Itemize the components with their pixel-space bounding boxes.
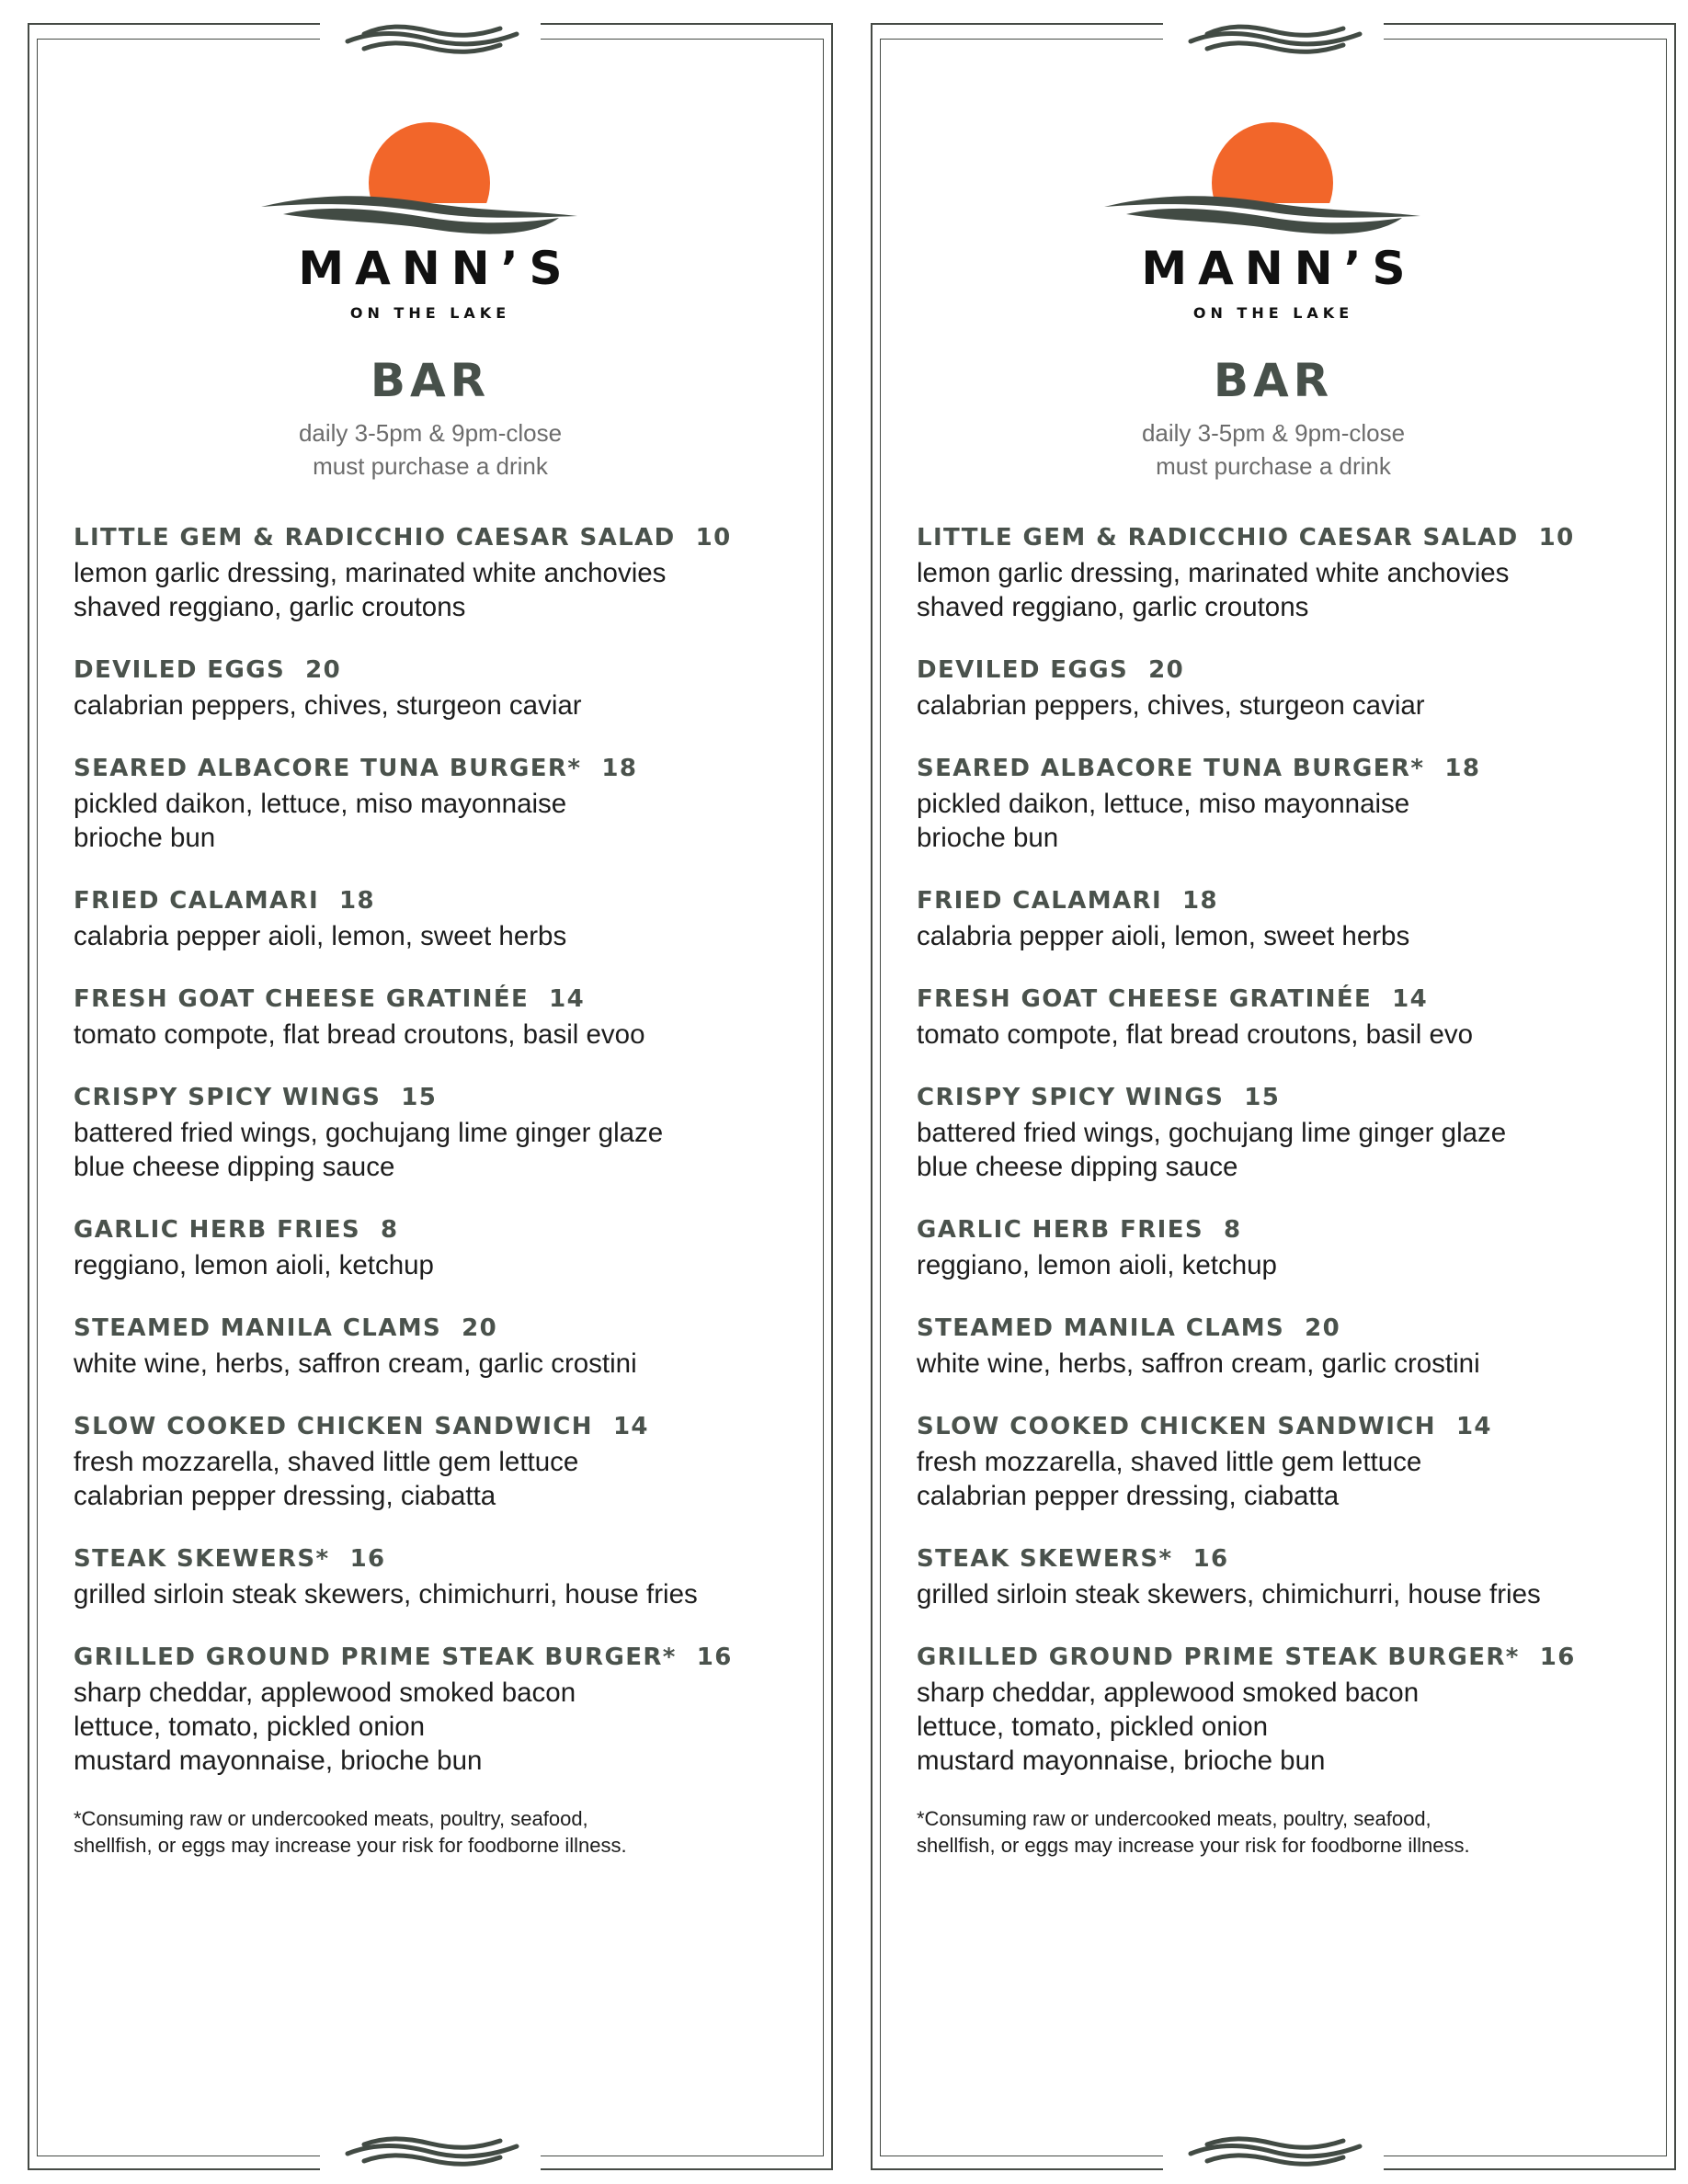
menu-item bbox=[74, 1541, 809, 1611]
item-price: 15 bbox=[1244, 1084, 1281, 1111]
item-price: 18 bbox=[1182, 887, 1219, 915]
item-name: DEVILED EGGS bbox=[917, 656, 1129, 684]
item-description: lettuce, tomato, pickled onion bbox=[74, 1712, 426, 1742]
item-price: 18 bbox=[1444, 755, 1481, 782]
item-title-row bbox=[917, 1639, 1652, 1676]
item-name: GRILLED GROUND PRIME STEAK BURGER* bbox=[74, 1644, 677, 1671]
item-title-row bbox=[74, 1639, 809, 1676]
item-title-row bbox=[74, 519, 809, 556]
menu-item bbox=[917, 750, 1652, 855]
menu-item bbox=[917, 981, 1652, 1052]
item-price: 15 bbox=[401, 1084, 438, 1111]
menu-hours bbox=[871, 416, 1676, 483]
footnote-line: *Consuming raw or undercooked meats, poultry, seafood, bbox=[917, 1807, 1431, 1830]
menu-item bbox=[74, 652, 809, 722]
item-price: 8 bbox=[1224, 1216, 1242, 1244]
item-title-row bbox=[917, 1079, 1652, 1116]
menu-panel-left bbox=[28, 23, 833, 2170]
item-title-row bbox=[74, 1541, 809, 1577]
brand-name: MANN’S bbox=[298, 242, 574, 295]
item-title-row bbox=[917, 519, 1652, 556]
item-name: STEAK SKEWERS* bbox=[74, 1545, 330, 1573]
item-price: 16 bbox=[1192, 1545, 1229, 1573]
wave-ornament-icon bbox=[1163, 19, 1384, 60]
item-description: shaved reggiano, garlic croutons bbox=[917, 592, 1309, 622]
item-description: lemon garlic dressing, marinated white anchovies bbox=[917, 558, 1510, 588]
item-description: calabrian pepper dressing, ciabatta bbox=[917, 1481, 1340, 1511]
brand-name: MANN’S bbox=[1141, 242, 1417, 295]
item-description: calabrian pepper dressing, ciabatta bbox=[74, 1481, 496, 1511]
item-name: SLOW COOKED CHICKEN SANDWICH bbox=[917, 1413, 1436, 1440]
item-name: STEAMED MANILA CLAMS bbox=[917, 1314, 1285, 1342]
menu-item bbox=[74, 882, 809, 953]
item-description: tomato compote, flat bread croutons, basil evo bbox=[917, 1019, 1474, 1050]
item-price: 14 bbox=[1392, 985, 1429, 1013]
hours-line: daily 3-5pm & 9pm-close bbox=[1141, 419, 1406, 447]
menu-item bbox=[917, 652, 1652, 722]
item-price: 20 bbox=[462, 1314, 498, 1342]
menu-item bbox=[917, 882, 1652, 953]
top-wave-ornament bbox=[1163, 19, 1384, 60]
item-title-row bbox=[74, 1211, 809, 1248]
menu-heading: BAR bbox=[370, 354, 491, 407]
item-description: mustard mayonnaise, brioche bun bbox=[917, 1746, 1326, 1776]
item-price: 8 bbox=[381, 1216, 399, 1244]
item-description: calabria pepper aioli, lemon, sweet herbs bbox=[74, 921, 567, 951]
item-price: 16 bbox=[349, 1545, 386, 1573]
item-description: pickled daikon, lettuce, miso mayonnaise bbox=[74, 789, 567, 819]
item-description: white wine, herbs, saffron cream, garlic crostini bbox=[917, 1348, 1480, 1379]
item-title-row bbox=[917, 981, 1652, 1018]
item-description: battered fried wings, gochujang lime ginger glaze bbox=[74, 1118, 664, 1148]
item-description: shaved reggiano, garlic croutons bbox=[74, 592, 466, 622]
item-price: 14 bbox=[549, 985, 586, 1013]
bottom-wave-ornament bbox=[320, 2133, 541, 2174]
hours-line: must purchase a drink bbox=[1156, 452, 1391, 480]
item-title-row bbox=[74, 1408, 809, 1445]
item-name: GARLIC HERB FRIES bbox=[74, 1216, 361, 1244]
menu-item bbox=[74, 1079, 809, 1184]
item-description: mustard mayonnaise, brioche bun bbox=[74, 1746, 483, 1776]
item-title-row bbox=[917, 1211, 1652, 1248]
item-name: CRISPY SPICY WINGS bbox=[917, 1084, 1225, 1111]
item-price: 14 bbox=[612, 1413, 649, 1440]
item-name: STEAMED MANILA CLAMS bbox=[74, 1314, 442, 1342]
brand-tagline: ON THE LAKE bbox=[1192, 304, 1354, 322]
wave-ornament-icon bbox=[320, 2133, 541, 2174]
item-description: grilled sirloin steak skewers, chimichurri, house fries bbox=[917, 1579, 1541, 1610]
item-price: 10 bbox=[1538, 524, 1575, 552]
item-title-row bbox=[917, 1541, 1652, 1577]
sun-over-water-icon bbox=[228, 104, 633, 242]
menu-item bbox=[74, 750, 809, 855]
item-name: LITTLE GEM & RADICCHIO CAESAR SALAD bbox=[74, 524, 676, 552]
top-wave-ornament bbox=[320, 19, 541, 60]
brand-logo bbox=[228, 104, 633, 322]
footnote-line: shellfish, or eggs may increase your risk for foodborne illness. bbox=[917, 1834, 1470, 1857]
menu-item bbox=[917, 1211, 1652, 1282]
item-description: tomato compote, flat bread croutons, basil evoo bbox=[74, 1019, 645, 1050]
item-name: LITTLE GEM & RADICCHIO CAESAR SALAD bbox=[917, 524, 1519, 552]
item-name: FRESH GOAT CHEESE GRATINÉE bbox=[917, 985, 1373, 1013]
item-price: 20 bbox=[1148, 656, 1185, 684]
item-description: pickled daikon, lettuce, miso mayonnaise bbox=[917, 789, 1410, 819]
item-description: fresh mozzarella, shaved little gem lettuce bbox=[917, 1447, 1422, 1477]
item-description: blue cheese dipping sauce bbox=[74, 1152, 395, 1182]
item-price: 20 bbox=[305, 656, 342, 684]
bottom-wave-ornament bbox=[1163, 2133, 1384, 2174]
brand-tagline: ON THE LAKE bbox=[349, 304, 511, 322]
menu-item bbox=[74, 981, 809, 1052]
food-safety-footnote bbox=[917, 1805, 1652, 1859]
menu-items bbox=[74, 519, 809, 1859]
menu-panel-right bbox=[871, 23, 1676, 2170]
brand-logo bbox=[1071, 104, 1476, 322]
item-name: FRESH GOAT CHEESE GRATINÉE bbox=[74, 985, 530, 1013]
hours-line: must purchase a drink bbox=[313, 452, 548, 480]
item-price: 20 bbox=[1305, 1314, 1341, 1342]
menu-hours bbox=[28, 416, 833, 483]
item-title-row bbox=[917, 750, 1652, 787]
menu-item bbox=[74, 1408, 809, 1513]
item-name: FRIED CALAMARI bbox=[74, 887, 320, 915]
wave-ornament-icon bbox=[320, 19, 541, 60]
menu-item bbox=[917, 1310, 1652, 1381]
item-description: lettuce, tomato, pickled onion bbox=[917, 1712, 1269, 1742]
item-title-row bbox=[917, 652, 1652, 688]
item-title-row bbox=[74, 1310, 809, 1347]
item-name: SEARED ALBACORE TUNA BURGER* bbox=[917, 755, 1425, 782]
item-name: GARLIC HERB FRIES bbox=[917, 1216, 1204, 1244]
item-description: blue cheese dipping sauce bbox=[917, 1152, 1238, 1182]
item-price: 16 bbox=[1539, 1644, 1576, 1671]
item-description: white wine, herbs, saffron cream, garlic crostini bbox=[74, 1348, 637, 1379]
item-description: reggiano, lemon aioli, ketchup bbox=[917, 1250, 1277, 1280]
item-description: calabria pepper aioli, lemon, sweet herbs bbox=[917, 921, 1410, 951]
item-name: SLOW COOKED CHICKEN SANDWICH bbox=[74, 1413, 593, 1440]
item-price: 14 bbox=[1455, 1413, 1492, 1440]
food-safety-footnote bbox=[74, 1805, 809, 1859]
wave-ornament-icon bbox=[1163, 2133, 1384, 2174]
item-description: brioche bun bbox=[74, 823, 216, 853]
item-price: 10 bbox=[695, 524, 732, 552]
item-title-row bbox=[74, 882, 809, 919]
menu-heading: BAR bbox=[1213, 354, 1334, 407]
menu-item bbox=[917, 1408, 1652, 1513]
item-title-row bbox=[74, 750, 809, 787]
item-title-row bbox=[917, 1310, 1652, 1347]
item-description: reggiano, lemon aioli, ketchup bbox=[74, 1250, 434, 1280]
item-name: GRILLED GROUND PRIME STEAK BURGER* bbox=[917, 1644, 1520, 1671]
item-price: 18 bbox=[339, 887, 376, 915]
item-title-row bbox=[917, 1408, 1652, 1445]
item-description: grilled sirloin steak skewers, chimichurri, house fries bbox=[74, 1579, 698, 1610]
hours-line: daily 3-5pm & 9pm-close bbox=[298, 419, 563, 447]
menu-item bbox=[74, 1310, 809, 1381]
menu-item bbox=[917, 519, 1652, 624]
item-description: lemon garlic dressing, marinated white anchovies bbox=[74, 558, 667, 588]
menu-item bbox=[917, 1639, 1652, 1778]
item-title-row bbox=[74, 981, 809, 1018]
item-description: calabrian peppers, chives, sturgeon caviar bbox=[74, 690, 582, 721]
item-name: STEAK SKEWERS* bbox=[917, 1545, 1173, 1573]
menu-item bbox=[74, 519, 809, 624]
item-name: DEVILED EGGS bbox=[74, 656, 286, 684]
item-description: sharp cheddar, applewood smoked bacon bbox=[917, 1678, 1420, 1708]
item-description: calabrian peppers, chives, sturgeon caviar bbox=[917, 690, 1425, 721]
footnote-line: shellfish, or eggs may increase your risk for foodborne illness. bbox=[74, 1834, 627, 1857]
menu-items bbox=[917, 519, 1652, 1859]
item-name: CRISPY SPICY WINGS bbox=[74, 1084, 382, 1111]
item-title-row bbox=[74, 1079, 809, 1116]
item-title-row bbox=[74, 652, 809, 688]
item-description: fresh mozzarella, shaved little gem lettuce bbox=[74, 1447, 579, 1477]
item-title-row bbox=[917, 882, 1652, 919]
item-description: brioche bun bbox=[917, 823, 1059, 853]
item-description: sharp cheddar, applewood smoked bacon bbox=[74, 1678, 576, 1708]
menu-item bbox=[74, 1211, 809, 1282]
menu-item bbox=[917, 1079, 1652, 1184]
sun-over-water-icon bbox=[1071, 104, 1476, 242]
item-price: 18 bbox=[601, 755, 638, 782]
item-name: FRIED CALAMARI bbox=[917, 887, 1163, 915]
item-name: SEARED ALBACORE TUNA BURGER* bbox=[74, 755, 582, 782]
item-price: 16 bbox=[696, 1644, 733, 1671]
item-description: battered fried wings, gochujang lime ginger glaze bbox=[917, 1118, 1507, 1148]
menu-item bbox=[74, 1639, 809, 1778]
menu-item bbox=[917, 1541, 1652, 1611]
footnote-line: *Consuming raw or undercooked meats, poultry, seafood, bbox=[74, 1807, 588, 1830]
